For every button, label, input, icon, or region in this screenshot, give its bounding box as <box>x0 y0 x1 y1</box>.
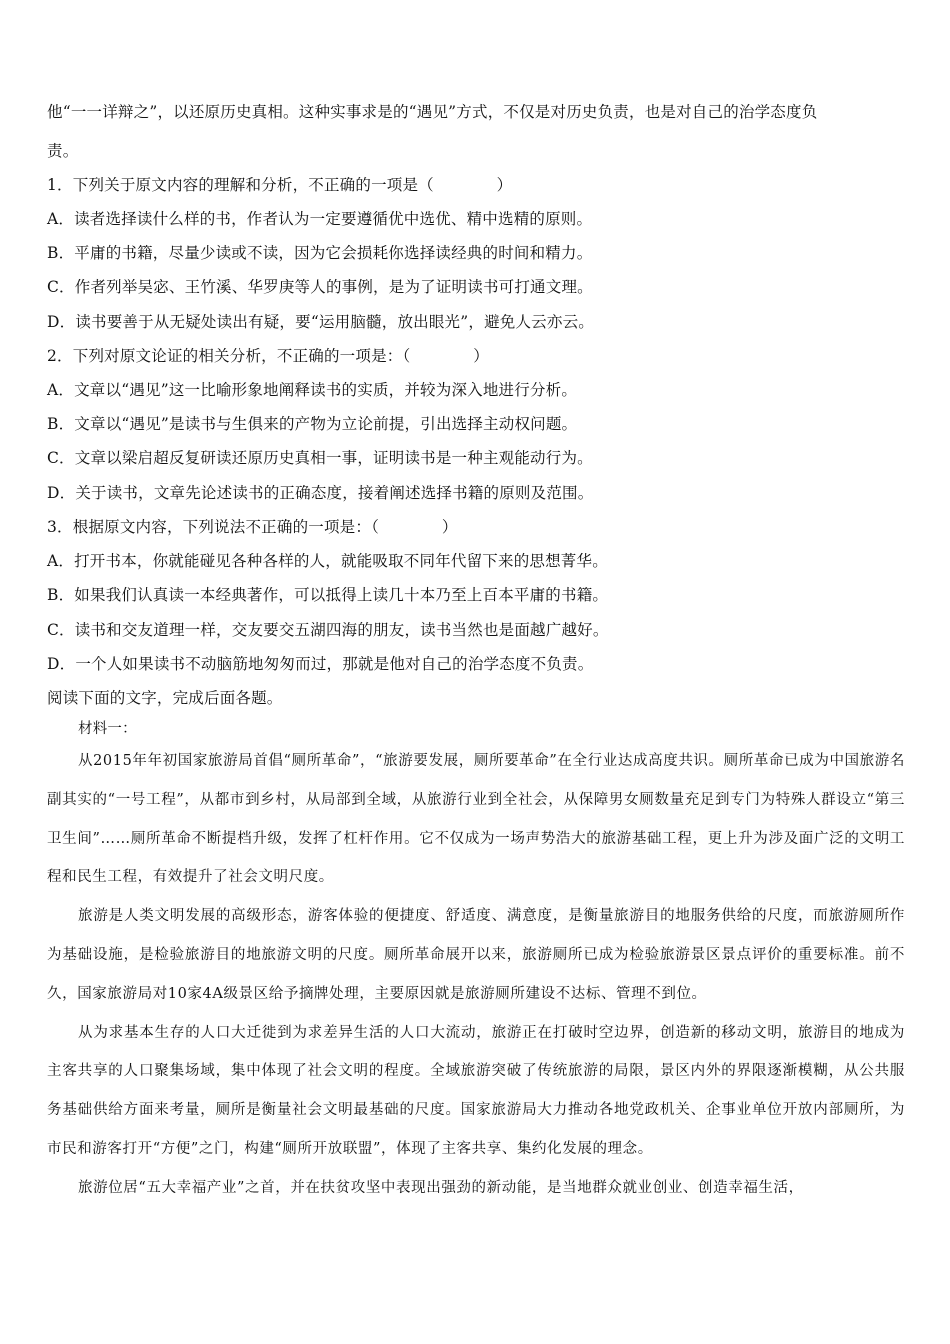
question-2-option-a: A．文章以“遇见”这一比喻形象地阐释读书的实质，并较为深入地进行分析。 <box>47 381 578 399</box>
question-2-option-b: B．文章以“遇见”是读书与生俱来的产物为立论前提，引出选择主动权问题。 <box>47 415 578 433</box>
material-paragraph-3: 从为求基本生存的人口大迁徙到为求差异生活的人口大流动，旅游正在打破时空边界，创造新的移动文明，旅游目的地成为主客共享的人口聚集场域，集中体现了社会文明的程度。全域旅游突破了传统旅游的局限，景区内外的界限逐渐模糊，从公共服务基础供给方面来考量，厕所是衡量社会文明最基础的尺度。国家旅游局大力推动各地党政机关、企事业单位开放内部厕所，为市民和游客打开“方便”之门，构建“厕所开放联盟”，体现了主客共享、集约化发展的理念。 <box>47 1024 905 1157</box>
question-2-option-d: D．关于读书，文章先论述读书的正确态度，接着阐述选择书籍的原则及范围。 <box>47 484 594 502</box>
material-body <box>47 742 905 1208</box>
question-2-option-c: C．文章以梁启超反复研读还原历史真相一事，证明读书是一种主观能动行为。 <box>47 449 593 467</box>
question-3-option-a: A．打开书本，你就能碰见各种各样的人，就能吸取不同年代留下来的思想菁华。 <box>47 552 608 570</box>
intro-line-1: 他“一一详辩之”，以还原历史真相。这种实事求是的“遇见”方式，不仅是对历史负责，也是对自己的治学态度负 <box>47 103 818 121</box>
question-3-option-b: B．如果我们认真读一本经典著作，可以抵得上读几十本乃至上百本平庸的书籍。 <box>47 586 609 604</box>
question-3-option-c: C．读书和交友道理一样，交友要交五湖四海的朋友，读书当然也是面越广越好。 <box>47 621 609 639</box>
material-paragraph-1: 从2015年年初国家旅游局首倡“厕所革命”，“旅游要发展，厕所要革命”在全行业达成高度共识。厕所革命已成为中国旅游名副其实的“一号工程”，从都市到乡村，从局部到全域，从旅游行业到全社会，从保障男女厕数量充足到专门为特殊人群设立“第三卫生间”……厕所革命不断提档升级，发挥了杠杆作用。它不仅成为一场声势浩大的旅游基础工程，更上升为涉及面广泛的文明工程和民生工程，有效提升了社会文明尺度。 <box>47 753 905 886</box>
material-paragraph-4: 旅游位居“五大幸福产业”之首，并在扶贫攻坚中表现出强劲的新动能，是当地群众就业创业、创造幸福生活， <box>78 1179 804 1196</box>
question-1-option-a: A．读者选择读什么样的书，作者认为一定要遵循优中选优、精中选精的原则。 <box>47 210 593 228</box>
question-1-option-b: B．平庸的书籍，尽量少读或不读，因为它会损耗你选择读经典的时间和精力。 <box>47 244 593 262</box>
material-title: 材料一： <box>78 721 137 737</box>
question-1-stem: 1．下列关于原文内容的理解和分析，不正确的一项是（ ） <box>47 176 513 194</box>
question-3-stem: 3．根据原文内容，下列说法不正确的一项是：（ ） <box>47 518 458 536</box>
reading-prompt: 阅读下面的文字，完成后面各题。 <box>47 689 283 707</box>
question-1-option-c: C．作者列举吴宓、王竹溪、华罗庚等人的事例，是为了证明读书可打通文理。 <box>47 278 593 296</box>
intro-line-2: 责。 <box>47 142 79 160</box>
question-3-option-d: D．一个人如果读书不动脑筋地匆匆而过，那就是他对自己的治学态度不负责。 <box>47 655 594 673</box>
question-1-option-d: D．读书要善于从无疑处读出有疑，要“运用脑髓，放出眼光”，避免人云亦云。 <box>47 313 594 331</box>
question-2-stem: 2．下列对原文论证的相关分析，不正确的一项是：（ ） <box>47 347 489 365</box>
material-paragraph-2: 旅游是人类文明发展的高级形态，游客体验的便捷度、舒适度、满意度，是衡量旅游目的地服务供给的尺度，而旅游厕所作为基础设施，是检验旅游目的地旅游文明的尺度。厕所革命展开以来，旅游厕所已成为检验旅游景区景点评价的重要标准。前不久，国家旅游局对10家4A级景区给予摘牌处理，主要原因就是旅游厕所建设不达标、管理不到位。 <box>47 908 905 1002</box>
